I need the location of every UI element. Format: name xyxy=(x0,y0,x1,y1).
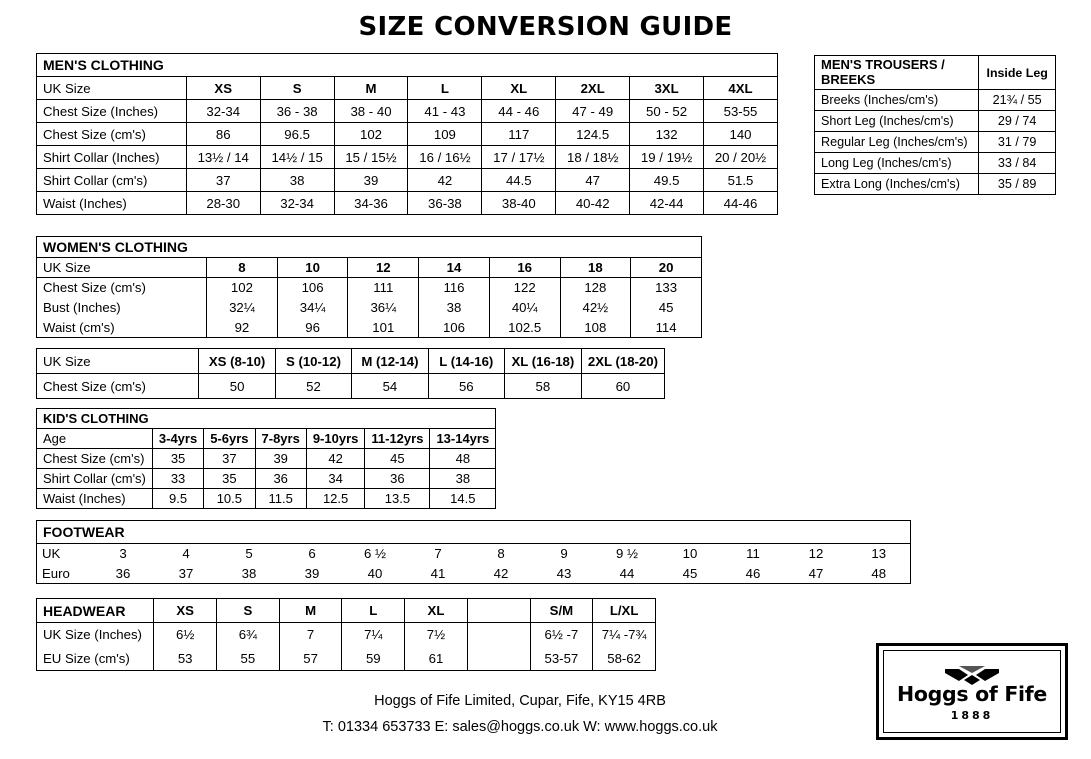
cell-value: 36¼ xyxy=(348,298,419,318)
cell-value: 42½ xyxy=(560,298,631,318)
row-label: Long Leg (Inches/cm's) xyxy=(815,153,979,174)
cell-value: 111 xyxy=(348,278,419,298)
cell-value: 42-44 xyxy=(630,192,704,215)
cell-value: 42 xyxy=(408,169,482,192)
size-header-3xl: 3XL xyxy=(630,77,704,100)
cell-value: 38 xyxy=(218,564,281,584)
cell-value: 61 xyxy=(405,647,468,671)
cell-value: 42 xyxy=(306,449,365,469)
table-row xyxy=(37,169,778,192)
mens-trousers-section-title: MEN'S TROUSERS / BREEKS xyxy=(815,56,979,90)
cell-value: 11.5 xyxy=(255,489,306,509)
cell-value: 15 / 15½ xyxy=(334,146,408,169)
cell-value: 37 xyxy=(204,449,255,469)
size-header-8: 8 xyxy=(207,258,278,278)
cell-value: 109 xyxy=(408,123,482,146)
cell-value: 116 xyxy=(419,278,490,298)
cell-value: 38 xyxy=(430,469,496,489)
cell-value: 102 xyxy=(334,123,408,146)
cell-value: 106 xyxy=(419,318,490,338)
column-header-uk-size: UK Size xyxy=(37,349,199,374)
row-label: Waist (Inches) xyxy=(37,192,187,215)
table-row xyxy=(815,132,1056,153)
row-label: Euro xyxy=(37,564,92,584)
cell-value xyxy=(467,623,530,647)
cell-value: 36 xyxy=(92,564,155,584)
table-row xyxy=(37,318,702,338)
cell-value: 96.5 xyxy=(260,123,334,146)
cell-value: 29 / 74 xyxy=(979,111,1056,132)
cell-value: 35 xyxy=(204,469,255,489)
cell-value: 44 xyxy=(596,564,659,584)
mens-clothing-table xyxy=(36,53,778,215)
row-label: Shirt Collar (Inches) xyxy=(37,146,187,169)
cell-value: 140 xyxy=(704,123,778,146)
cell-value: 36 - 38 xyxy=(260,100,334,123)
table-title-row xyxy=(37,54,778,77)
kids-clothing-section-title: KID'S CLOTHING xyxy=(37,409,496,429)
cell-value: 132 xyxy=(630,123,704,146)
cell-value: 9 ½ xyxy=(596,544,659,564)
cell-value: 53-57 xyxy=(530,647,593,671)
cell-value: 60 xyxy=(581,374,664,399)
mens-trousers-table xyxy=(814,55,1056,195)
cell-value: 44-46 xyxy=(704,192,778,215)
row-label: Shirt Collar (cm's) xyxy=(37,469,153,489)
cell-value: 58 xyxy=(504,374,581,399)
table-row xyxy=(37,647,656,671)
cell-value: 13½ / 14 xyxy=(186,146,260,169)
cell-value: 14½ / 15 xyxy=(260,146,334,169)
size-header: M xyxy=(279,599,342,623)
cell-value: 114 xyxy=(631,318,702,338)
row-label: UK xyxy=(37,544,92,564)
cell-value: 44 - 46 xyxy=(482,100,556,123)
row-label: UK Size (Inches) xyxy=(37,623,154,647)
cell-value: 108 xyxy=(560,318,631,338)
table-row xyxy=(37,192,778,215)
cell-value: 28-30 xyxy=(186,192,260,215)
cell-value: 128 xyxy=(560,278,631,298)
cell-value: 55 xyxy=(217,647,280,671)
row-label: Waist (cm's) xyxy=(37,318,207,338)
cell-value: 32¼ xyxy=(207,298,278,318)
column-header-uk-size: UK Size xyxy=(37,77,187,100)
cell-value: 6 ½ xyxy=(344,544,407,564)
cell-value: 41 xyxy=(407,564,470,584)
size-header: XS xyxy=(154,599,217,623)
cell-value: 34 xyxy=(306,469,365,489)
column-header-age: Age xyxy=(37,429,153,449)
cell-value: 45 xyxy=(631,298,702,318)
cell-value: 13.5 xyxy=(365,489,430,509)
table-row xyxy=(815,90,1056,111)
cell-value: 38 - 40 xyxy=(334,100,408,123)
cell-value: 36-38 xyxy=(408,192,482,215)
cell-value: 117 xyxy=(482,123,556,146)
womens-clothing-section-title: WOMEN'S CLOTHING xyxy=(37,237,702,258)
age-header: 9-10yrs xyxy=(306,429,365,449)
cell-value: 49.5 xyxy=(630,169,704,192)
cell-value: 102 xyxy=(207,278,278,298)
cell-value: 39 xyxy=(281,564,344,584)
size-header-xl: XL xyxy=(482,77,556,100)
cell-value: 43 xyxy=(533,564,596,584)
table-row xyxy=(37,100,778,123)
kids-clothing-table xyxy=(36,408,496,509)
cell-value: 48 xyxy=(430,449,496,469)
cell-value: 33 / 84 xyxy=(979,153,1056,174)
table-title-row xyxy=(37,237,702,258)
cell-value: 13 xyxy=(848,544,911,564)
cell-value: 39 xyxy=(334,169,408,192)
age-header: 3-4yrs xyxy=(152,429,203,449)
brand-logo-inner-frame xyxy=(883,650,1061,733)
cell-value: 50 - 52 xyxy=(630,100,704,123)
table-row xyxy=(37,278,702,298)
cell-value: 32-34 xyxy=(260,192,334,215)
column-header-inside-leg: Inside Leg xyxy=(979,56,1056,90)
cell-value: 122 xyxy=(489,278,560,298)
cell-value: 45 xyxy=(365,449,430,469)
cell-value: 17 / 17½ xyxy=(482,146,556,169)
cell-value: 8 xyxy=(470,544,533,564)
table-row xyxy=(37,146,778,169)
cell-value: 38 xyxy=(419,298,490,318)
size-header: L xyxy=(342,599,405,623)
footer-contact-block xyxy=(180,688,860,740)
cell-value: 56 xyxy=(428,374,504,399)
footwear-section-title: FOOTWEAR xyxy=(37,521,911,544)
cell-value: 12 xyxy=(785,544,848,564)
table-row xyxy=(815,174,1056,195)
brand-logo-year: 1888 xyxy=(950,709,994,723)
cell-value: 45 xyxy=(659,564,722,584)
cell-value: 3 xyxy=(92,544,155,564)
size-header-2xl: 2XL xyxy=(556,77,630,100)
row-label: Regular Leg (Inches/cm's) xyxy=(815,132,979,153)
cell-value: 53 xyxy=(154,647,217,671)
cell-value: 41 - 43 xyxy=(408,100,482,123)
cell-value: 9.5 xyxy=(152,489,203,509)
size-header: 2XL (18-20) xyxy=(581,349,664,374)
row-label: Chest Size (cm's) xyxy=(37,449,153,469)
table-header-row xyxy=(37,258,702,278)
cell-value: 50 xyxy=(199,374,275,399)
cell-value: 7½ xyxy=(405,623,468,647)
cell-value: 58-62 xyxy=(593,647,656,671)
cell-value: 34-36 xyxy=(334,192,408,215)
cell-value: 7¼ -7¾ xyxy=(593,623,656,647)
cell-value: 38 xyxy=(260,169,334,192)
cell-value: 106 xyxy=(277,278,348,298)
column-header-uk-size: UK Size xyxy=(37,258,207,278)
cell-value: 11 xyxy=(722,544,785,564)
row-label: Bust (Inches) xyxy=(37,298,207,318)
age-header: 13-14yrs xyxy=(430,429,496,449)
size-header: S (10-12) xyxy=(275,349,351,374)
cell-value: 48 xyxy=(848,564,911,584)
cell-value: 21¾ / 55 xyxy=(979,90,1056,111)
footer-address-line: Hoggs of Fife Limited, Cupar, Fife, KY15 4RB xyxy=(374,693,666,709)
cell-value: 101 xyxy=(348,318,419,338)
footer-contact-line: T: 01334 653733 E: sales@hoggs.co.uk W: www.hoggs.co.uk xyxy=(322,719,718,735)
cell-value: 37 xyxy=(186,169,260,192)
cell-value: 59 xyxy=(342,647,405,671)
size-header: XL xyxy=(405,599,468,623)
size-header: S xyxy=(217,599,280,623)
table-header-row xyxy=(815,56,1056,90)
cell-value: 4 xyxy=(155,544,218,564)
size-header-16: 16 xyxy=(489,258,560,278)
table-row xyxy=(37,374,665,399)
table-header-row xyxy=(37,77,778,100)
cell-value: 14.5 xyxy=(430,489,496,509)
cell-value: 36 xyxy=(255,469,306,489)
cell-value: 102.5 xyxy=(489,318,560,338)
cell-value: 10 xyxy=(659,544,722,564)
page-title: SIZE CONVERSION GUIDE xyxy=(358,12,733,42)
cell-value: 96 xyxy=(277,318,348,338)
table-row xyxy=(37,623,656,647)
cell-value: 35 / 89 xyxy=(979,174,1056,195)
cell-value: 7¼ xyxy=(342,623,405,647)
size-header-10: 10 xyxy=(277,258,348,278)
cell-value: 42 xyxy=(470,564,533,584)
table-row xyxy=(37,564,911,584)
row-label: Chest Size (cm's) xyxy=(37,123,187,146)
table-row xyxy=(815,111,1056,132)
cell-value: 46 xyxy=(722,564,785,584)
table-row xyxy=(37,489,496,509)
cell-value: 53-55 xyxy=(704,100,778,123)
mens-trousers-body xyxy=(815,56,1056,195)
size-header: S/M xyxy=(530,599,593,623)
cell-value: 47 xyxy=(556,169,630,192)
cell-value: 44.5 xyxy=(482,169,556,192)
size-header-14: 14 xyxy=(419,258,490,278)
table-title-row xyxy=(37,409,496,429)
table-row xyxy=(37,298,702,318)
cell-value: 57 xyxy=(279,647,342,671)
cell-value: 6 xyxy=(281,544,344,564)
cell-value: 20 / 20½ xyxy=(704,146,778,169)
table-header-row xyxy=(37,429,496,449)
cell-value: 31 / 79 xyxy=(979,132,1056,153)
cell-value: 38-40 xyxy=(482,192,556,215)
cell-value: 6½ -7 xyxy=(530,623,593,647)
row-label: Short Leg (Inches/cm's) xyxy=(815,111,979,132)
size-header-xs: XS xyxy=(186,77,260,100)
size-header xyxy=(467,599,530,623)
age-header: 5-6yrs xyxy=(204,429,255,449)
cell-value: 124.5 xyxy=(556,123,630,146)
brand-logo-wordmark: Hoggs of Fife xyxy=(896,681,1048,706)
size-header-l: L xyxy=(408,77,482,100)
womens-alpha-size-table xyxy=(36,348,665,399)
cell-value: 6¾ xyxy=(217,623,280,647)
cell-value: 86 xyxy=(186,123,260,146)
row-label: Breeks (Inches/cm's) xyxy=(815,90,979,111)
row-label: Chest Size (cm's) xyxy=(37,374,199,399)
headwear-body xyxy=(37,599,656,671)
womens-alpha-body xyxy=(37,349,665,399)
row-label: Chest Size (Inches) xyxy=(37,100,187,123)
cell-value: 36 xyxy=(365,469,430,489)
mens-clothing-body xyxy=(37,54,778,215)
cell-value: 6½ xyxy=(154,623,217,647)
size-header: L (14-16) xyxy=(428,349,504,374)
cell-value: 19 / 19½ xyxy=(630,146,704,169)
cell-value: 40 xyxy=(344,564,407,584)
cell-value xyxy=(467,647,530,671)
age-header: 11-12yrs xyxy=(365,429,430,449)
table-row xyxy=(37,544,911,564)
cell-value: 39 xyxy=(255,449,306,469)
table-row xyxy=(37,449,496,469)
cell-value: 7 xyxy=(407,544,470,564)
table-header-row xyxy=(37,599,656,623)
footwear-table xyxy=(36,520,911,584)
size-header: M (12-14) xyxy=(352,349,429,374)
cell-value: 40¼ xyxy=(489,298,560,318)
table-row xyxy=(37,469,496,489)
cell-value: 32-34 xyxy=(186,100,260,123)
cell-value: 9 xyxy=(533,544,596,564)
row-label: EU Size (cm's) xyxy=(37,647,154,671)
cell-value: 133 xyxy=(631,278,702,298)
size-header: XL (16-18) xyxy=(504,349,581,374)
row-label: Shirt Collar (cm's) xyxy=(37,169,187,192)
cell-value: 52 xyxy=(275,374,351,399)
cell-value: 7 xyxy=(279,623,342,647)
cell-value: 40-42 xyxy=(556,192,630,215)
size-header-18: 18 xyxy=(560,258,631,278)
size-header-m: M xyxy=(334,77,408,100)
cell-value: 18 / 18½ xyxy=(556,146,630,169)
table-row xyxy=(37,123,778,146)
row-label: Chest Size (cm's) xyxy=(37,278,207,298)
headwear-section-title: HEADWEAR xyxy=(37,599,154,623)
womens-clothing-body xyxy=(37,237,702,338)
table-title-row xyxy=(37,521,911,544)
womens-clothing-table xyxy=(36,236,702,338)
brand-logo xyxy=(876,643,1068,740)
size-header: L/XL xyxy=(593,599,656,623)
cell-value: 10.5 xyxy=(204,489,255,509)
age-header: 7-8yrs xyxy=(255,429,306,449)
cell-value: 37 xyxy=(155,564,218,584)
table-header-row xyxy=(37,349,665,374)
size-header-12: 12 xyxy=(348,258,419,278)
size-header-4xl: 4XL xyxy=(704,77,778,100)
mens-clothing-section-title: MEN'S CLOTHING xyxy=(37,54,778,77)
table-row xyxy=(815,153,1056,174)
kids-clothing-body xyxy=(37,409,496,509)
cell-value: 5 xyxy=(218,544,281,564)
cell-value: 16 / 16½ xyxy=(408,146,482,169)
cell-value: 47 xyxy=(785,564,848,584)
cell-value: 12.5 xyxy=(306,489,365,509)
cell-value: 92 xyxy=(207,318,278,338)
cell-value: 34¼ xyxy=(277,298,348,318)
cell-value: 51.5 xyxy=(704,169,778,192)
cell-value: 54 xyxy=(352,374,429,399)
size-header: XS (8-10) xyxy=(199,349,275,374)
row-label: Extra Long (Inches/cm's) xyxy=(815,174,979,195)
cell-value: 35 xyxy=(152,449,203,469)
headwear-table xyxy=(36,598,656,671)
cell-value: 47 - 49 xyxy=(556,100,630,123)
footwear-body xyxy=(37,521,911,584)
cell-value: 33 xyxy=(152,469,203,489)
size-header-20: 20 xyxy=(631,258,702,278)
size-header-s: S xyxy=(260,77,334,100)
row-label: Waist (Inches) xyxy=(37,489,153,509)
